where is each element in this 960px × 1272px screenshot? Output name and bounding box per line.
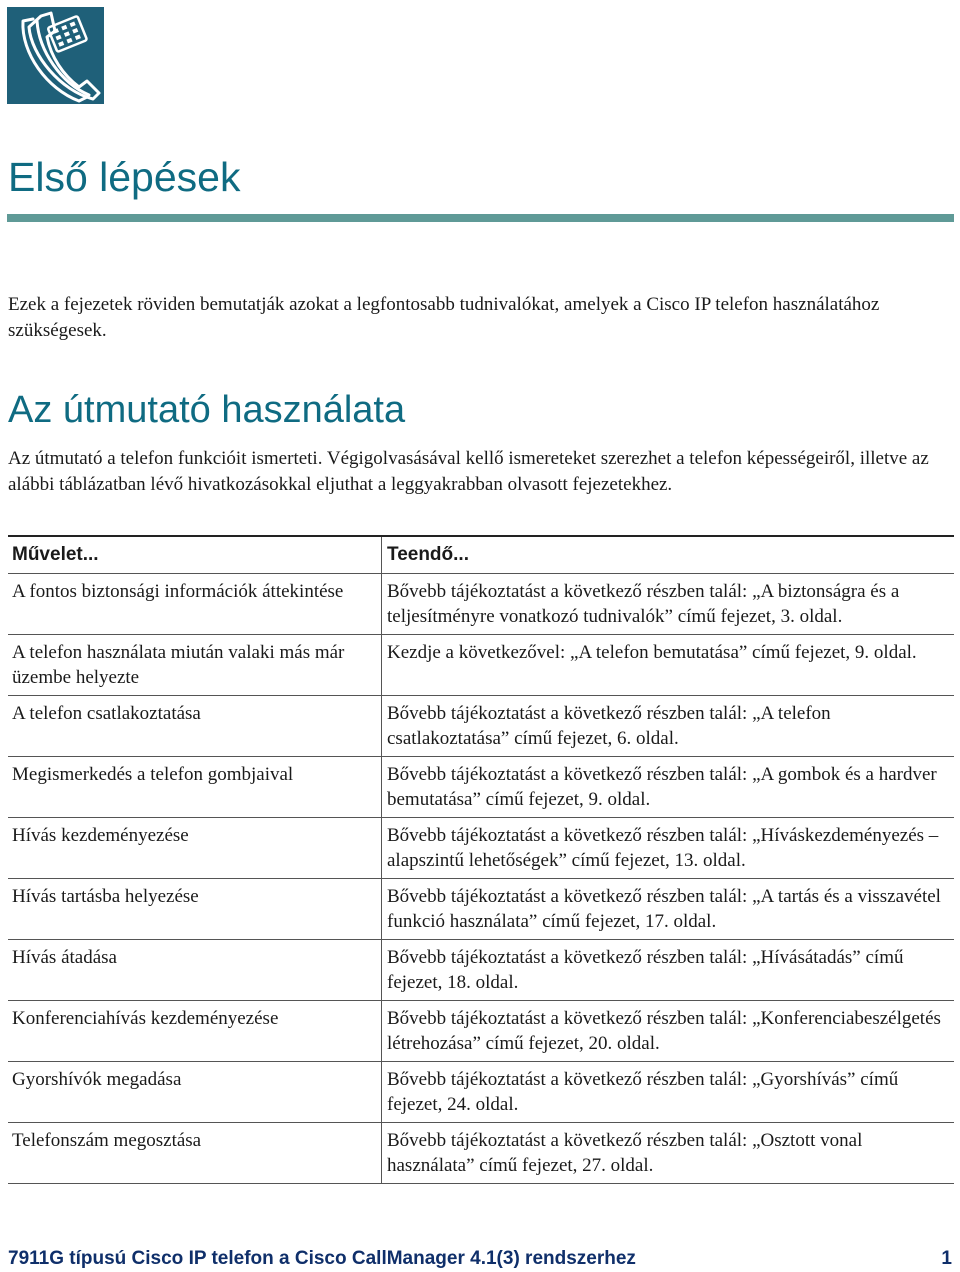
table-row (8, 1123, 954, 1184)
action-cell: Konferenciahívás kezdeményezése (8, 1001, 382, 1062)
table-row (8, 1062, 954, 1123)
table-row (8, 1001, 954, 1062)
phone-handset-icon (7, 7, 104, 104)
action-cell: Hívás átadása (8, 940, 382, 1001)
action-cell: Megismerkedés a telefon gombjaival (8, 757, 382, 818)
todo-cell: Bővebb tájékoztatást a következő részben talál: „A telefon csatlakoztatása” című fejezet, 6. oldal. (382, 696, 955, 757)
table-row (8, 574, 954, 635)
table-row (8, 635, 954, 696)
todo-cell: Bővebb tájékoztatást a következő részben talál: „Konferenciabeszélgetés létrehozása” című fejezet, 20. oldal. (382, 1001, 955, 1062)
page-footer (8, 1246, 952, 1272)
action-cell: A telefon csatlakoztatása (8, 696, 382, 757)
section-title: Az útmutató használata (8, 389, 406, 431)
action-cell: Gyorshívók megadása (8, 1062, 382, 1123)
action-cell: Hívás kezdeményezése (8, 818, 382, 879)
section-body: Az útmutató a telefon funkcióit ismerteti. Végigolvasásával kellő ismereteket szerezhet a telefon képességeiről, illetve az alábbi táblázatban lévő hivatkozásokkal eljuthat a leggyakrabban olvasott fejezetekhez. (8, 448, 929, 495)
column-header-todo: Teendő... (382, 536, 955, 574)
todo-cell: Bővebb tájékoztatást a következő részben talál: „A gombok és a hardver bemutatása” című fejezet, 9. oldal. (382, 757, 955, 818)
reference-table (8, 535, 954, 1184)
table-row (8, 879, 954, 940)
todo-cell: Bővebb tájékoztatást a következő részben talál: „Gyorshívás” című fejezet, 24. oldal. (382, 1062, 955, 1123)
table-row (8, 940, 954, 1001)
action-cell: Telefonszám megosztása (8, 1123, 382, 1184)
todo-cell: Bővebb tájékoztatást a következő részben talál: „A tartás és a visszavétel funkció használata” című fejezet, 17. oldal. (382, 879, 955, 940)
action-cell: A fontos biztonsági információk áttekintése (8, 574, 382, 635)
page-number: 1 (941, 1248, 952, 1269)
todo-cell: Bővebb tájékoztatást a következő részben talál: „Hívásátadás” című fejezet, 18. oldal. (382, 940, 955, 1001)
title-rule (7, 214, 954, 222)
todo-cell: Bővebb tájékoztatást a következő részben talál: „Híváskezdeményezés – alapszintű lehetőségek” című fejezet, 13. oldal. (382, 818, 955, 879)
intro-paragraph: Ezek a fejezetek röviden bemutatják azokat a legfontosabb tudnivalókat, amelyek a Cisco IP telefon használatához szükségesek. (8, 294, 880, 341)
cisco-phone-logo (7, 7, 104, 104)
todo-cell: Bővebb tájékoztatást a következő részben talál: „Osztott vonal használata” című fejezet, 27. oldal. (382, 1123, 955, 1184)
table-row (8, 818, 954, 879)
table-header-row (8, 536, 954, 574)
todo-cell: Bővebb tájékoztatást a következő részben talál: „A biztonságra és a teljesítményre vonatkozó tudnivalók” című fejezet, 3. oldal. (382, 574, 955, 635)
action-cell: A telefon használata miután valaki más már üzembe helyezte (8, 635, 382, 696)
column-header-action: Művelet... (8, 536, 382, 574)
table-row (8, 757, 954, 818)
todo-cell: Kezdje a következővel: „A telefon bemutatása” című fejezet, 9. oldal. (382, 635, 955, 696)
table-row (8, 696, 954, 757)
footer-title: 7911G típusú Cisco IP telefon a Cisco CallManager 4.1(3) rendszerhez (8, 1248, 636, 1269)
action-cell: Hívás tartásba helyezése (8, 879, 382, 940)
chapter-title: Első lépések (8, 154, 241, 200)
